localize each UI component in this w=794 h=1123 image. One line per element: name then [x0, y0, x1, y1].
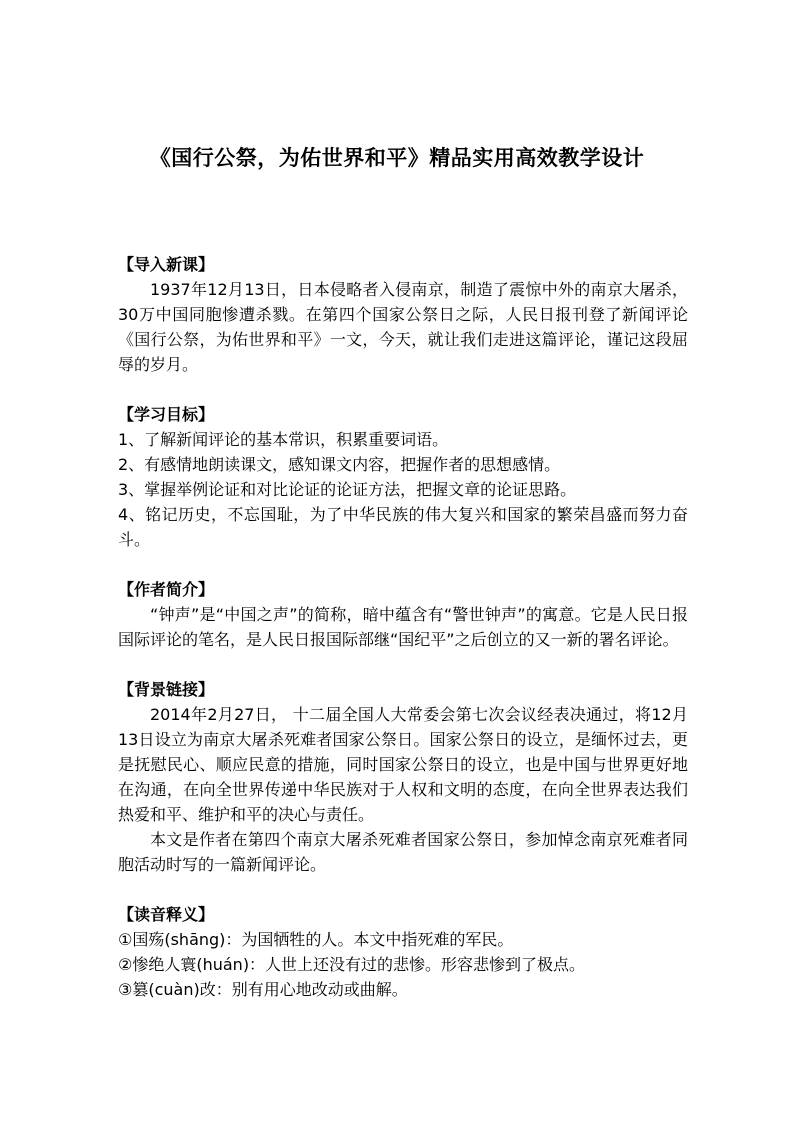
- section-goals: [118, 402, 688, 552]
- document-body: [118, 252, 688, 1027]
- pronunciation-item: ②惨绝人寰(huán)：人世上还没有过的悲惨。形容悲惨到了极点。: [118, 955, 586, 974]
- goal-item: 3、掌握举例论证和对比论证的论证方法，把握文章的论证思路。: [118, 480, 577, 499]
- section-heading-author: 【作者简介】: [118, 580, 215, 599]
- author-paragraph: “钟声”是“中国之声”的简称，暗中蕴含有“警世钟声”的寓意。它是人民日报国际评论的笔名，是人民日报国际部继“国纪平”之后创立的又一新的署名评论。: [118, 605, 688, 649]
- goal-item: 4、铭记历史，不忘国耻，为了中华民族的伟大复兴和国家的繁荣昌盛而努力奋斗。: [118, 505, 688, 549]
- section-heading-goals: 【学习目标】: [118, 405, 215, 424]
- goal-item: 1、了解新闻评论的基本常识，积累重要词语。: [118, 430, 449, 449]
- intro-paragraph: 1937年12月13日，日本侵略者入侵南京，制造了震惊中外的南京大屠杀，30万中国同胞惨遭杀戮。在第四个国家公祭日之际，人民日报刊登了新闻评论《国行公祭，为佑世界和平》一文，今天，就让我们走进这篇评论，谨记这段屈辱的岁月。: [118, 280, 688, 374]
- section-intro: [118, 252, 688, 377]
- section-author: [118, 577, 688, 652]
- background-paragraph: 2014年2月27日， 十二届全国人大常委会第七次会议经表决通过，将12月13日设立为南京大屠杀死难者国家公祭日。国家公祭日的设立，是缅怀过去，更是抚慰民心、顺应民意的措施，同时国家公祭日的设立，也是中国与世界更好地在沟通，在向全世界传递中华民族对于人权和文明的态度，在向全世界表达我们热爱和平、维护和平的决心与责任。: [118, 705, 688, 824]
- background-paragraph: 本文是作者在第四个南京大屠杀死难者国家公祭日，参加悼念南京死难者同胞活动时写的一篇新闻评论。: [118, 830, 688, 874]
- section-heading-pronunciation: 【读音释义】: [118, 905, 215, 924]
- section-pronunciation: [118, 902, 688, 1002]
- section-heading-intro: 【导入新课】: [118, 255, 215, 274]
- section-background: [118, 677, 688, 877]
- pronunciation-item: ③篡(cuàn)改：别有用心地改动或曲解。: [118, 980, 408, 999]
- goal-item: 2、有感情地朗读课文，感知课文内容，把握作者的思想感情。: [118, 455, 561, 474]
- document-title: 《国行公祭，为佑世界和平》精品实用高效教学设计: [149, 146, 645, 170]
- section-heading-background: 【背景链接】: [118, 680, 215, 699]
- pronunciation-item: ①国殇(shāng)：为国牺牲的人。本文中指死难的军民。: [118, 930, 514, 949]
